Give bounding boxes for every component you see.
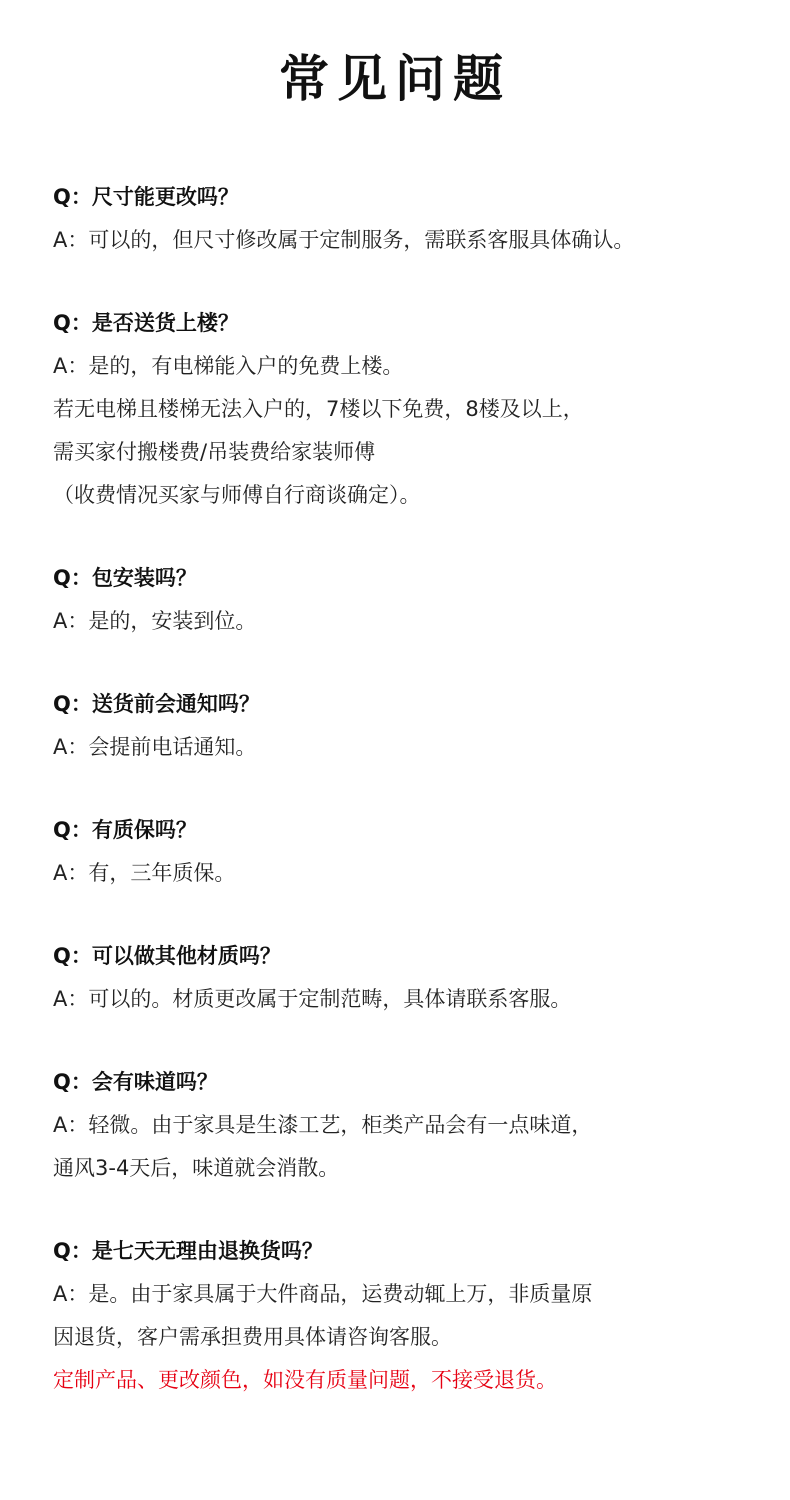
faq-item — [53, 683, 773, 769]
faq-question: Q：是否送货上楼？ — [53, 311, 239, 335]
faq-question: Q：包安装吗？ — [53, 566, 197, 590]
faq-list — [53, 176, 773, 1442]
faq-item — [53, 557, 773, 643]
faq-answer-line: A：是的，有电梯能入户的免费上楼。 — [53, 354, 404, 378]
faq-item — [53, 809, 773, 895]
faq-answer-line: A：轻微。由于家具是生漆工艺，柜类产品会有一点味道， — [53, 1113, 593, 1137]
faq-question: Q：尺寸能更改吗？ — [53, 185, 239, 209]
faq-item — [53, 176, 773, 262]
faq-item — [53, 302, 773, 517]
faq-answer-line: A：是。由于家具属于大件商品，运费动辄上万，非质量原 — [53, 1282, 593, 1306]
faq-item — [53, 1061, 773, 1190]
faq-item — [53, 935, 773, 1021]
faq-answer-line: 通风3-4天后，味道就会消散。 — [53, 1156, 340, 1180]
faq-question: Q：可以做其他材质吗？ — [53, 944, 281, 968]
faq-item — [53, 1230, 773, 1402]
faq-question: Q：是七天无理由退换货吗？ — [53, 1239, 323, 1263]
faq-answer-line: 若无电梯且楼梯无法入户的，7楼以下免费，8楼及以上， — [53, 397, 584, 421]
faq-answer-line: 因退货，客户需承担费用具体请咨询客服。 — [53, 1325, 452, 1349]
page-title: 常见问题 — [279, 50, 511, 108]
return-policy-warning: 定制产品、更改颜色，如没有质量问题，不接受退货。 — [53, 1368, 557, 1392]
faq-question: Q：有质保吗？ — [53, 818, 197, 842]
faq-answer-line: A：可以的，但尺寸修改属于定制服务，需联系客服具体确认。 — [53, 228, 635, 252]
faq-answer-line: A：会提前电话通知。 — [53, 735, 257, 759]
faq-answer-line: A：是的，安装到位。 — [53, 609, 257, 633]
faq-answer-line: A：有，三年质保。 — [53, 861, 236, 885]
faq-answer-line: 需买家付搬楼费/吊装费给家装师傅 — [53, 440, 376, 464]
faq-question: Q：会有味道吗？ — [53, 1070, 218, 1094]
faq-answer-line: （收费情况买家与师傅自行商谈确定）。 — [53, 483, 421, 507]
faq-answer-line: A：可以的。材质更改属于定制范畴，具体请联系客服。 — [53, 987, 572, 1011]
faq-question: Q：送货前会通知吗？ — [53, 692, 260, 716]
